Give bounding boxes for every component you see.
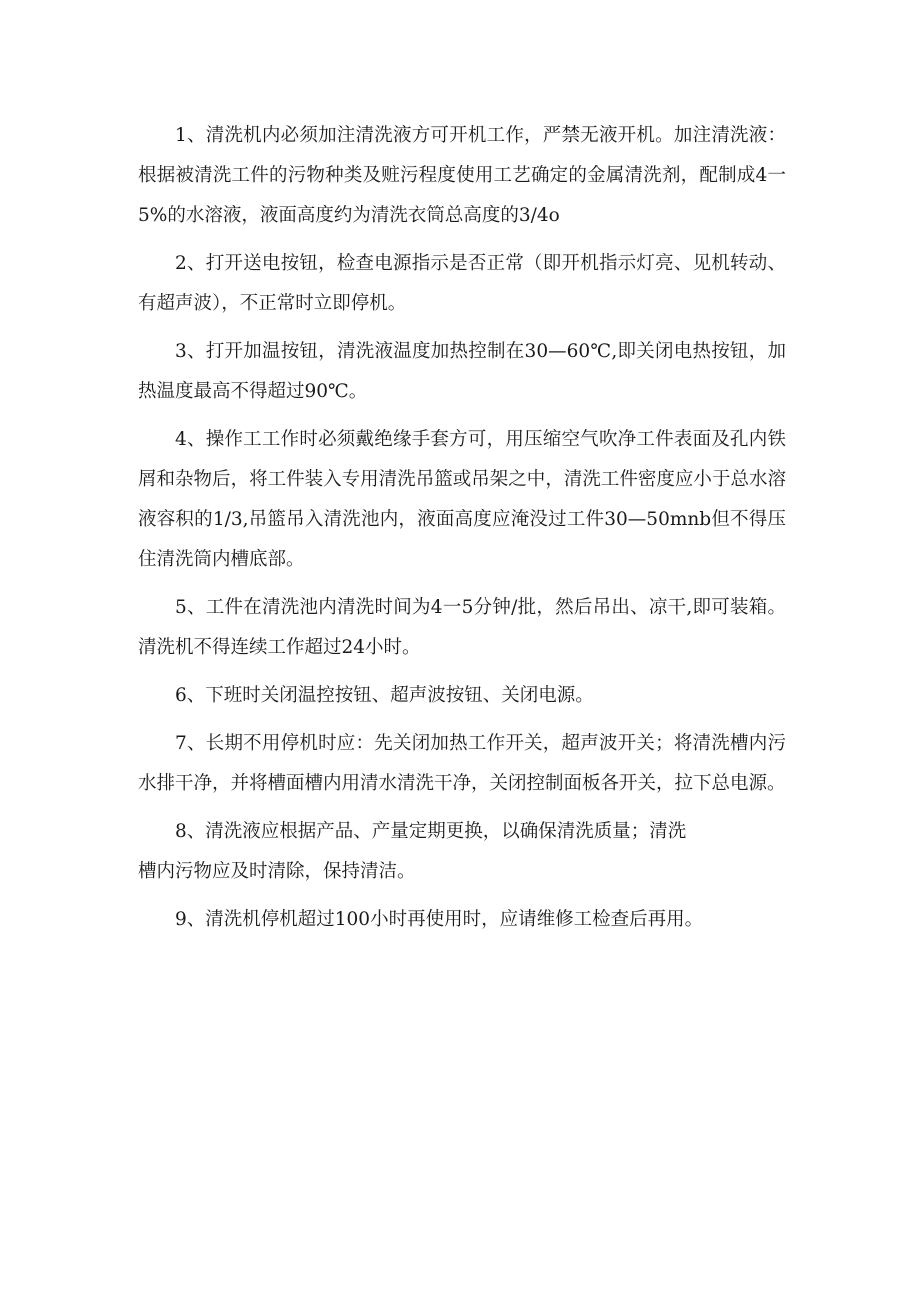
paragraph-3: 3、打开加温按钮，清洗液温度加热控制在30—60℃,即关闭电热按钮，加热温度最高不得超过90℃。 [138,341,786,402]
document-body [138,116,786,948]
paragraph-2: 2、打开送电按钮，检查电源指示是否正常（即开机指示灯亮、见机转动、有超声波），不正常时立即停机。 [138,253,786,314]
paragraph-8-line-1: 8、清洗液应根据产品、产量定期更换，以确保清洗质量；清洗 [175,821,687,842]
paragraph-1: 1、清洗机内必须加注清洗液方可开机工作，严禁无液开机。加注清洗液：根据被清洗工件的污物种类及赃污程度使用工艺确定的金属清洗剂，配制成4一5%的水溶液，液面高度约为清洗衣筒总高度的3/4o [138,125,786,226]
paragraph-5: 5、工件在清洗池内清洗时间为4一5分钟/批，然后吊出、凉干,即可装箱。清洗机不得连续工作超过24小时。 [138,597,786,658]
paragraph-6: 6、下班时关闭温控按钮、超声波按钮、关闭电源。 [175,685,594,706]
paragraph-4: 4、操作工工作时必须戴绝缘手套方可，用压缩空气吹净工件表面及孔内铁屑和杂物后，将工件装入专用清洗吊篮或吊架之中，清洗工件密度应小于总水溶液容积的1/3,吊篮吊入清洗池内，液面高度应淹没过工件30—50mnb但不得压住清洗筒内槽底部。 [138,429,786,570]
paragraph-8 [138,812,786,892]
paragraph-9: 9、清洗机停机超过100小时再使用时，应请维修工检查后再用。 [175,909,704,930]
paragraph-8-line-2: 槽内污物应及时清除，保持清洁。 [138,861,416,882]
paragraph-7: 7、长期不用停机时应：先关闭加热工作开关，超声波开关；将清洗槽内污水排干净，并将槽面槽内用清水清洗干净，关闭控制面板各开关，拉下总电源。 [138,733,786,794]
